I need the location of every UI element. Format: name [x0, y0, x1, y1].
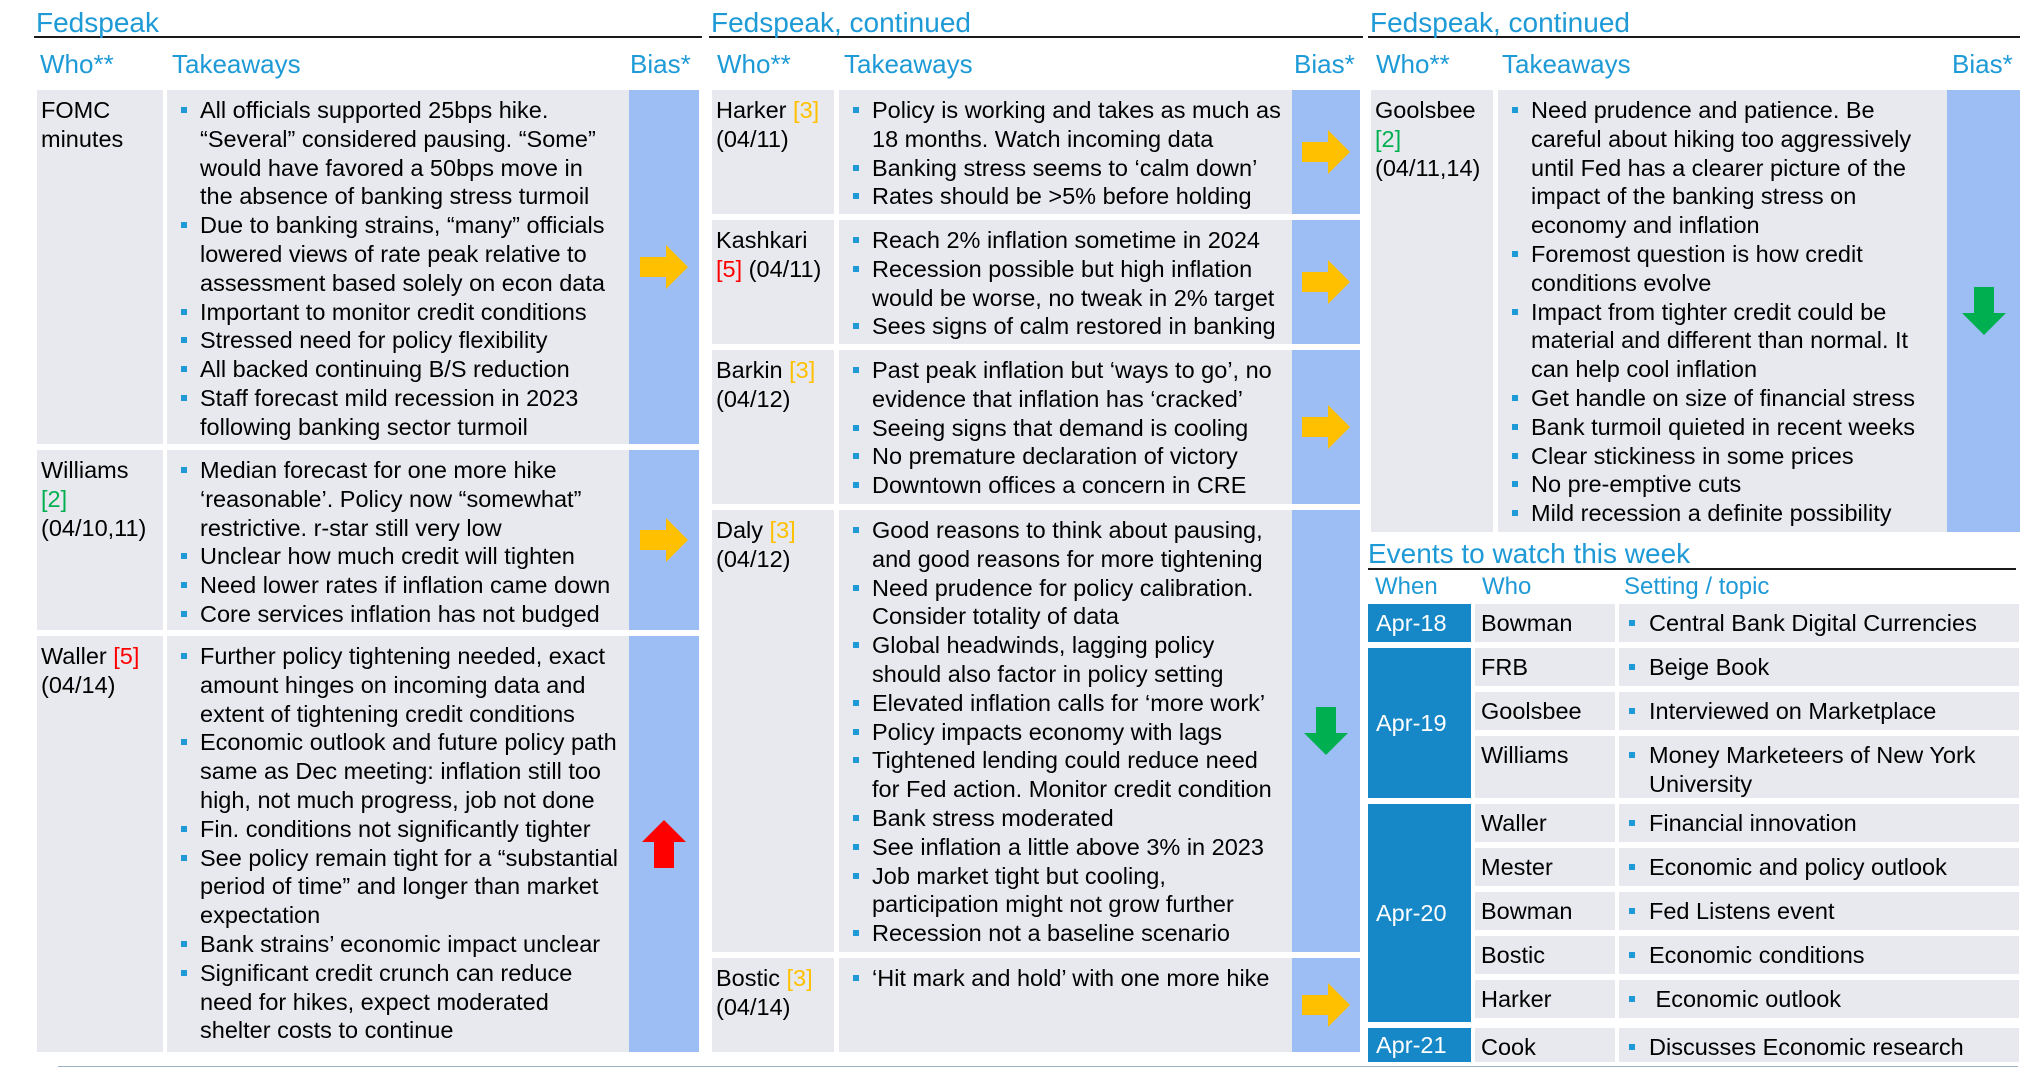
takeaway-item: Policy is working and takes as much as — [849, 96, 1317, 125]
down-arrow-icon — [1962, 287, 2006, 335]
takeaway-item: Seeing signs that demand is cooling — [849, 414, 1317, 443]
takeaway-item: Due to banking strains, “many” officials — [177, 211, 651, 240]
takeaway-line: following banking sector turmoil — [200, 413, 528, 440]
bias-cell — [1947, 90, 2020, 532]
who-cell — [712, 90, 834, 214]
right-arrow-icon — [1302, 405, 1350, 449]
takeaway-line: same as Dec meeting: inflation still too — [200, 758, 601, 785]
event-topic-text: Money Marketeers of New York — [1627, 741, 2013, 770]
reference-badge: [3] — [789, 357, 816, 383]
event-topic — [1619, 692, 2019, 730]
who-date: (04/14) — [41, 671, 116, 698]
event-who: Mester — [1475, 848, 1615, 886]
takeaway-item: Recession possible but high inflation — [849, 255, 1317, 284]
takeaway-item: No premature declaration of victory — [849, 442, 1317, 471]
event-who: Harker — [1475, 980, 1615, 1018]
takeaway-item: Core services inflation has not budged — [177, 600, 651, 629]
event-topic — [1619, 804, 2019, 842]
takeaway-line: material and different than normal. It — [1531, 327, 1909, 354]
takeaway-line: period of time” and longer than market — [200, 873, 599, 900]
who-date: (04/11) — [716, 125, 789, 152]
takeaway-item: See inflation a little above 3% in 2023 — [849, 833, 1317, 862]
bias-cell — [1292, 90, 1360, 214]
takeaways-header: Takeaways — [172, 49, 301, 79]
down-arrow-icon — [1304, 707, 1348, 755]
takeaway-line: restrictive. r-star still very low — [200, 514, 502, 541]
takeaway-line: need for hikes, expect moderated — [200, 988, 549, 1015]
takeaway-line: “Several” considered pausing. “Some” — [200, 125, 596, 152]
takeaway-item: Job market tight but cooling, — [849, 862, 1317, 891]
takeaways-cell — [839, 958, 1323, 1052]
takeaway-item: ‘Hit mark and hold’ with one more hike — [849, 964, 1317, 993]
takeaways-cell — [839, 350, 1323, 504]
takeaway-line: conditions evolve — [1531, 269, 1712, 296]
reference-badge: [3] — [786, 965, 813, 991]
who-header: Who** — [40, 49, 114, 79]
event-topic — [1619, 892, 2019, 930]
takeaway-item: Sees signs of calm restored in banking — [849, 312, 1317, 341]
reference-badge: [5] — [716, 255, 743, 282]
bias-header: Bias* — [630, 49, 691, 79]
takeaway-line: expectation — [200, 902, 321, 929]
panel-title: Fedspeak, continued — [1368, 8, 2020, 38]
event-who: Williams — [1475, 736, 1615, 798]
takeaway-line: assessment based solely on econ data — [200, 269, 605, 296]
who-cell — [712, 510, 834, 952]
takeaway-item: Banking stress seems to ‘calm down’ — [849, 154, 1317, 183]
takeaway-item: All backed continuing B/S reduction — [177, 355, 651, 384]
event-date: Apr-21 — [1368, 1028, 1471, 1062]
bias-cell — [1292, 510, 1360, 952]
event-topic-text: Economic conditions — [1627, 941, 2013, 970]
takeaway-item: Need prudence for policy calibration. — [849, 574, 1317, 603]
who-date: (04/12) — [716, 385, 791, 412]
takeaway-item: Global headwinds, lagging policy — [849, 631, 1317, 660]
takeaway-line: participation might not grow further — [872, 891, 1234, 918]
who-cell — [37, 90, 163, 444]
takeaway-line: extent of tightening credit conditions — [200, 700, 575, 727]
takeaway-line: can help cool inflation — [1531, 356, 1758, 383]
takeaway-item: Bank stress moderated — [849, 804, 1317, 833]
takeaway-item: Bank strains’ economic impact unclear — [177, 930, 651, 959]
takeaway-item: Good reasons to think about pausing, — [849, 516, 1317, 545]
takeaway-item: See policy remain tight for a “substantial — [177, 844, 651, 873]
who-cell — [712, 220, 834, 344]
takeaway-item: Impact from tighter credit could be — [1508, 298, 1952, 327]
event-topic — [1619, 936, 2019, 974]
who-name: Harker — [716, 97, 787, 123]
event-topic-text: Economic and policy outlook — [1627, 853, 2013, 882]
takeaway-item: Reach 2% inflation sometime in 2024 — [849, 226, 1317, 255]
takeaway-item: Rates should be >5% before holding — [849, 182, 1317, 211]
takeaways-header: Takeaways — [1502, 49, 1631, 79]
reference-badge: [3] — [769, 517, 796, 543]
who-name: Daly — [716, 517, 764, 543]
takeaway-line: shelter costs to continue — [200, 1017, 454, 1044]
bias-cell — [629, 636, 699, 1052]
event-who: Bowman — [1475, 604, 1615, 642]
takeaway-line: high, not much progress, job not done — [200, 786, 595, 813]
takeaway-item: No pre-emptive cuts — [1508, 470, 1952, 499]
reference-badge: [2] — [1375, 125, 1402, 152]
event-date: Apr-20 — [1368, 804, 1471, 1022]
takeaway-item: Get handle on size of financial stress — [1508, 384, 1952, 413]
panel-title: Fedspeak, continued — [709, 8, 1363, 38]
who-name: Williams — [41, 457, 129, 483]
takeaway-line: the absence of banking stress turmoil — [200, 183, 590, 210]
takeaway-line: would have favored a 50bps move in — [200, 154, 583, 181]
events-when-header: When — [1375, 573, 1438, 600]
event-topic-text: Beige Book — [1627, 653, 2013, 682]
reference-badge: [3] — [793, 97, 820, 123]
takeaways-header: Takeaways — [844, 49, 973, 79]
takeaways-cell — [1498, 90, 1958, 532]
bias-cell — [1292, 958, 1360, 1052]
who-cell — [37, 636, 163, 1052]
right-arrow-icon — [640, 518, 688, 562]
event-topic — [1619, 648, 2019, 686]
who-name: Waller — [41, 643, 107, 669]
event-topic-text: Discusses Economic research — [1627, 1033, 2013, 1062]
takeaway-item: Mild recession a definite possibility — [1508, 499, 1952, 528]
takeaways-cell — [839, 90, 1323, 214]
bias-cell — [1292, 350, 1360, 504]
takeaway-item: Important to monitor credit conditions — [177, 298, 651, 327]
takeaway-line: until Fed has a clearer picture of the — [1531, 154, 1906, 181]
who-name: FOMC minutes — [41, 97, 124, 152]
takeaway-line: impact of the banking stress on — [1531, 183, 1857, 210]
takeaway-item: Bank turmoil quieted in recent weeks — [1508, 413, 1952, 442]
right-arrow-icon — [640, 245, 688, 289]
takeaway-item: Further policy tightening needed, exact — [177, 642, 651, 671]
takeaway-item: Stressed need for policy flexibility — [177, 326, 651, 355]
events-title: Events to watch this week — [1368, 538, 2016, 570]
takeaway-line: careful about hiking too aggressively — [1531, 125, 1912, 152]
takeaways-cell — [839, 510, 1323, 952]
takeaway-item: Downtown offices a concern in CRE — [849, 471, 1317, 500]
right-arrow-icon — [1302, 260, 1350, 304]
right-arrow-icon — [1302, 983, 1350, 1027]
events-topic-header: Setting / topic — [1624, 573, 1770, 600]
takeaways-cell — [167, 90, 657, 444]
right-arrow-icon — [1302, 130, 1350, 174]
event-date: Apr-18 — [1368, 604, 1471, 642]
event-who: FRB — [1475, 648, 1615, 686]
event-who: Goolsbee — [1475, 692, 1615, 730]
bias-header: Bias* — [1294, 49, 1355, 79]
who-cell — [37, 450, 163, 630]
who-cell — [712, 958, 834, 1052]
takeaways-cell — [839, 220, 1323, 344]
takeaway-item: Policy impacts economy with lags — [849, 718, 1317, 747]
panel-title: Fedspeak — [34, 8, 702, 38]
takeaways-cell — [167, 636, 657, 1052]
event-topic — [1619, 736, 2019, 798]
fedspeak-panel-2 — [709, 0, 1363, 1060]
event-who: Waller — [1475, 804, 1615, 842]
bias-header: Bias* — [1952, 49, 2013, 79]
takeaway-item: Foremost question is how credit — [1508, 240, 1952, 269]
takeaway-item: Unclear how much credit will tighten — [177, 542, 651, 571]
who-date: (04/10,11) — [41, 514, 147, 541]
who-name: Kashkari — [716, 227, 808, 253]
takeaway-item: Elevated inflation calls for ‘more work’ — [849, 689, 1317, 718]
takeaway-line: would be worse, no tweak in 2% target — [872, 284, 1275, 311]
events-who-header: Who — [1482, 573, 1532, 600]
who-date: (04/11,14) — [1375, 154, 1481, 181]
who-cell — [1371, 90, 1493, 532]
takeaways-cell — [167, 450, 657, 630]
who-date: (04/11) — [748, 255, 822, 282]
event-topic-text: Financial innovation — [1627, 809, 2013, 838]
who-name: Bostic — [716, 965, 780, 991]
event-topic — [1619, 848, 2019, 886]
who-name: Barkin — [716, 357, 783, 383]
takeaway-item: Clear stickiness in some prices — [1508, 442, 1952, 471]
event-topic — [1619, 1028, 2019, 1062]
who-header: Who** — [717, 49, 791, 79]
takeaway-item: Significant credit crunch can reduce — [177, 959, 651, 988]
who-date: (04/14) — [716, 993, 791, 1020]
takeaway-line: economy and inflation — [1531, 212, 1760, 239]
event-topic-text: Economic outlook — [1627, 985, 2013, 1014]
takeaway-line: ‘reasonable’. Policy now “somewhat” — [200, 485, 582, 512]
reference-badge: [2] — [41, 485, 68, 512]
event-topic-text: Central Bank Digital Currencies — [1627, 609, 2013, 638]
takeaway-line: should also factor in policy setting — [872, 660, 1224, 687]
event-topic — [1619, 980, 2019, 1018]
takeaway-item: Median forecast for one more hike — [177, 456, 651, 485]
who-name: Goolsbee — [1375, 97, 1476, 123]
takeaway-line: and good reasons for more tightening — [872, 545, 1263, 572]
takeaway-line: 18 months. Watch incoming data — [872, 125, 1214, 152]
event-topic — [1619, 604, 2019, 642]
takeaway-item: Need prudence and patience. Be — [1508, 96, 1952, 125]
takeaway-item: Tightened lending could reduce need — [849, 746, 1317, 775]
takeaway-item: Recession not a baseline scenario — [849, 919, 1317, 948]
bottom-divider — [58, 1066, 2018, 1067]
takeaway-item: Staff forecast mild recession in 2023 — [177, 384, 651, 413]
fedspeak-panel-3 — [1368, 0, 2020, 540]
fedspeak-panel-1 — [34, 0, 702, 1060]
bias-cell — [629, 450, 699, 630]
event-who: Bostic — [1475, 936, 1615, 974]
event-topic-text: University — [1649, 770, 1753, 797]
takeaway-line: for Fed action. Monitor credit condition — [872, 776, 1272, 803]
takeaway-item: Need lower rates if inflation came down — [177, 571, 651, 600]
takeaway-item: Past peak inflation but ‘ways to go’, no — [849, 356, 1317, 385]
bias-cell — [1292, 220, 1360, 344]
event-who: Cook — [1475, 1028, 1615, 1062]
takeaway-item: All officials supported 25bps hike. — [177, 96, 651, 125]
takeaway-line: Consider totality of data — [872, 603, 1119, 630]
event-who: Bowman — [1475, 892, 1615, 930]
up-arrow-icon — [642, 820, 686, 868]
event-date: Apr-19 — [1368, 648, 1471, 798]
takeaway-item: Economic outlook and future policy path — [177, 728, 651, 757]
takeaway-line: amount hinges on incoming data and — [200, 671, 586, 698]
takeaway-line: lowered views of rate peak relative to — [200, 240, 587, 267]
bias-cell — [629, 90, 699, 444]
who-header: Who** — [1376, 49, 1450, 79]
takeaway-item: Fin. conditions not significantly tighter — [177, 815, 651, 844]
reference-badge: [5] — [113, 643, 140, 669]
takeaway-line: evidence that inflation has ‘cracked’ — [872, 385, 1243, 412]
event-topic-text: Fed Listens event — [1627, 897, 2013, 926]
event-topic-text: Interviewed on Marketplace — [1627, 697, 2013, 726]
who-cell — [712, 350, 834, 504]
who-date: (04/12) — [716, 545, 791, 572]
